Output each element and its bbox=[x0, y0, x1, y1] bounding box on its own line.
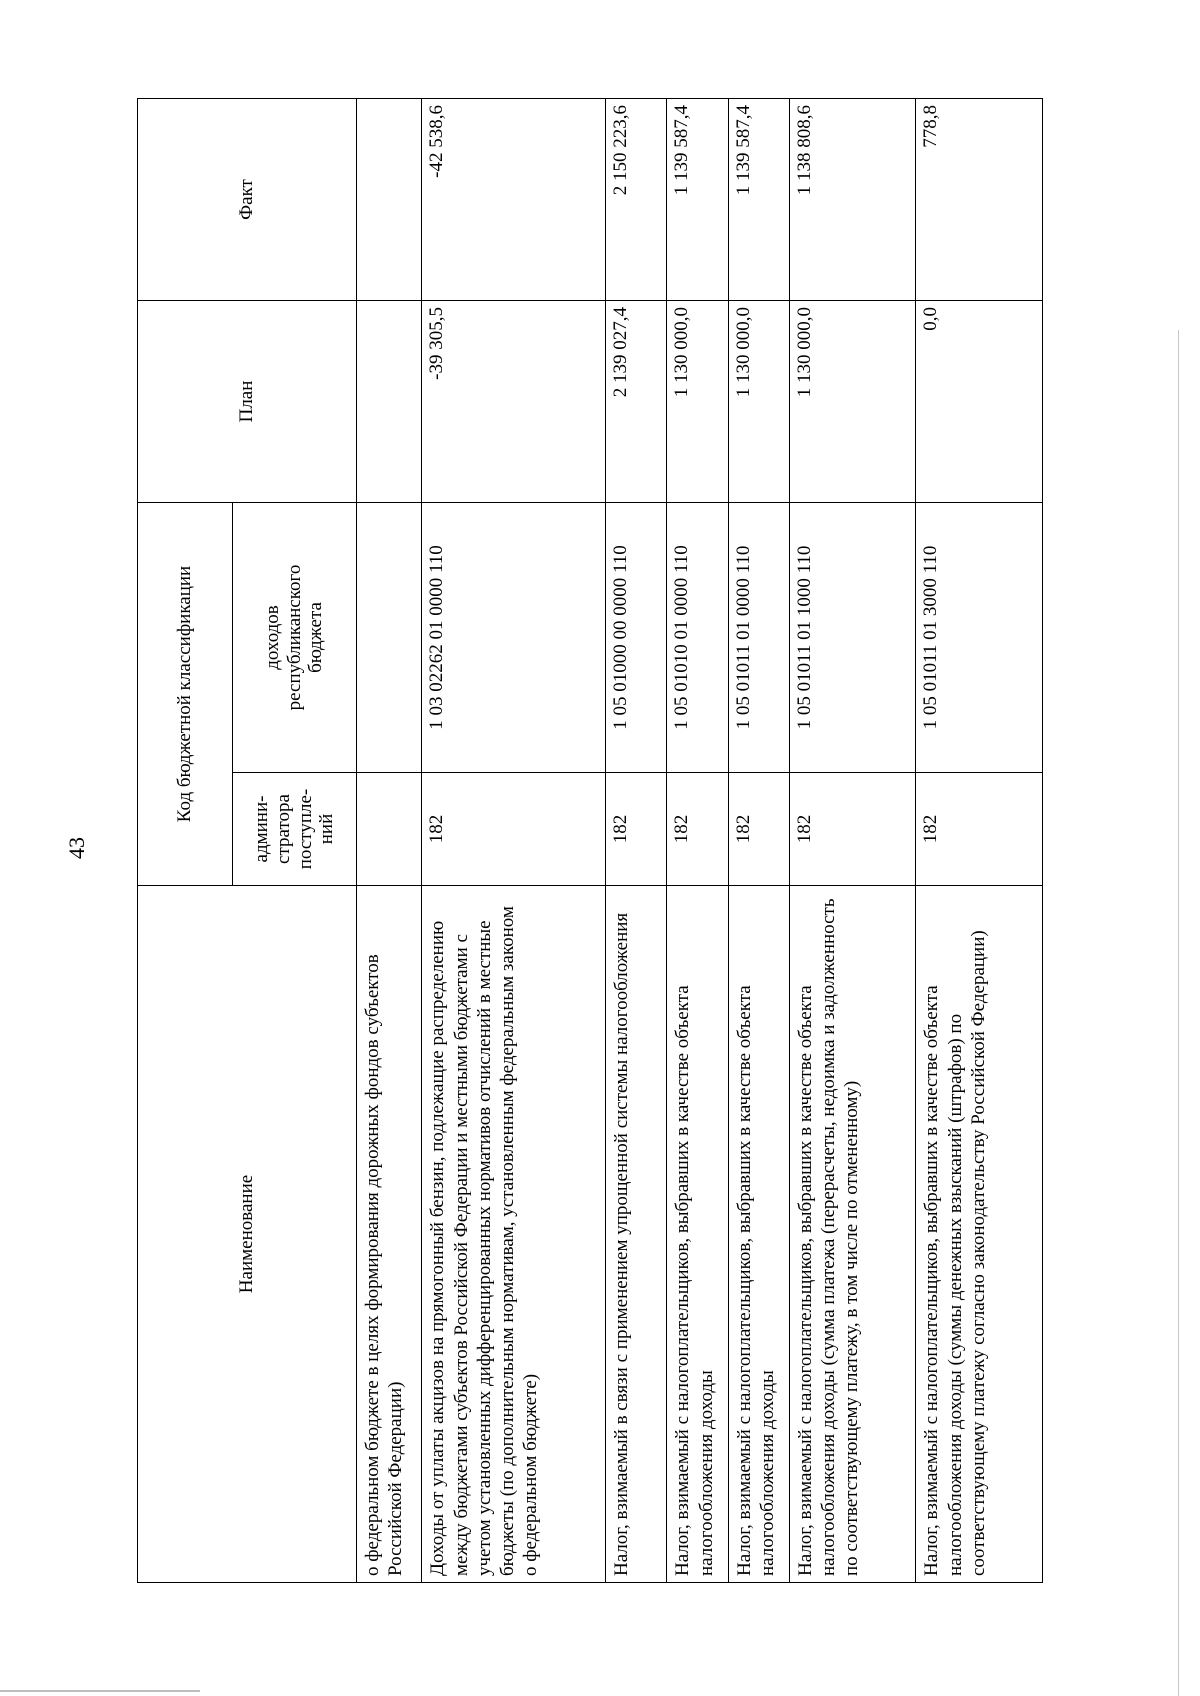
row-fact: 1 138 808,6 bbox=[789, 99, 916, 301]
header-code-group: Код бюджетной классификации bbox=[138, 503, 233, 886]
header-fact: Факт bbox=[138, 99, 357, 301]
table-row bbox=[667, 99, 728, 1583]
row-revenue-code: 1 05 01000 00 0000 110 bbox=[606, 503, 667, 773]
row-plan: 1 130 000,0 bbox=[728, 301, 789, 503]
table-row bbox=[728, 99, 789, 1583]
table-row bbox=[916, 99, 1043, 1583]
row-plan bbox=[357, 301, 422, 503]
table-row bbox=[789, 99, 916, 1583]
row-revenue-code: 1 03 02262 01 0000 110 bbox=[422, 503, 606, 773]
row-revenue-code: 1 05 01011 01 0000 110 bbox=[728, 503, 789, 773]
row-admin-code: 182 bbox=[789, 773, 916, 886]
header-plan: План bbox=[138, 301, 357, 503]
row-fact: -42 538,6 bbox=[422, 99, 606, 301]
row-plan: 2 139 027,4 bbox=[606, 301, 667, 503]
table-row bbox=[422, 99, 606, 1583]
scan-edge-line bbox=[1178, 330, 1179, 1696]
row-name: Налог, взимаемый с налогоплательщиков, выбравших в качестве объекта налогообложения доходы (суммы денежных взысканий (штрафов) по соответствующему платежу согласно законодательству Российской Федерации) bbox=[916, 886, 1043, 1583]
row-plan: -39 305,5 bbox=[422, 301, 606, 503]
row-name: Налог, взимаемый с налогоплательщиков, выбравших в качестве объекта налогообложения доходы bbox=[667, 886, 728, 1583]
row-plan: 0,0 bbox=[916, 301, 1043, 503]
row-admin-code bbox=[357, 773, 422, 886]
row-fact: 778,8 bbox=[916, 99, 1043, 301]
row-name: Налог, взимаемый с налогоплательщиков, выбравших в качестве объекта налогообложения доходы (сумма платежа (перерасчеты, недоимка и задолженность по соответствующему платежу, в том числе по отмененному) bbox=[789, 886, 916, 1583]
scan-bottom-line bbox=[0, 1690, 200, 1692]
row-fact: 2 150 223,6 bbox=[606, 99, 667, 301]
header-name: Наименование bbox=[138, 886, 357, 1583]
row-plan: 1 130 000,0 bbox=[667, 301, 728, 503]
rotated-table-wrapper bbox=[137, 99, 1043, 1583]
row-fact: 1 139 587,4 bbox=[667, 99, 728, 301]
row-revenue-code bbox=[357, 503, 422, 773]
row-admin-code: 182 bbox=[667, 773, 728, 886]
row-revenue-code: 1 05 01011 01 1000 110 bbox=[789, 503, 916, 773]
row-fact bbox=[357, 99, 422, 301]
row-name: Налог, взимаемый с налогоплательщиков, выбравших в качестве объекта налогообложения доходы bbox=[728, 886, 789, 1583]
table-body bbox=[357, 99, 1043, 1583]
header-revenue-code: доходов республиканского бюджета bbox=[233, 503, 357, 773]
budget-revenue-table bbox=[137, 98, 1043, 1583]
row-admin-code: 182 bbox=[728, 773, 789, 886]
row-revenue-code: 1 05 01010 01 0000 110 bbox=[667, 503, 728, 773]
row-admin-code: 182 bbox=[422, 773, 606, 886]
row-name: Доходы от уплаты акцизов на прямогонный бензин, подлежащие распределению между бюджетами субъектов Российской Федерации и местными бюджетами с учетом установленных дифференцированных нормативов отчислений в местные бюджеты (по дополнительным нормативам, установленным федеральным законом о федеральном бюджете) bbox=[422, 886, 606, 1583]
row-admin-code: 182 bbox=[606, 773, 667, 886]
table-row bbox=[606, 99, 667, 1583]
row-fact: 1 139 587,4 bbox=[728, 99, 789, 301]
row-revenue-code: 1 05 01011 01 3000 110 bbox=[916, 503, 1043, 773]
table-row bbox=[357, 99, 422, 1583]
row-plan: 1 130 000,0 bbox=[789, 301, 916, 503]
row-admin-code: 182 bbox=[916, 773, 1043, 886]
row-name: Налог, взимаемый в связи с применением упрощенной системы налогообложения bbox=[606, 886, 667, 1583]
header-admin: админи-стратора поступле-ний bbox=[233, 773, 357, 886]
row-name: о федеральном бюджете в целях формирования дорожных фондов субъектов Российской Федерации) bbox=[357, 886, 422, 1583]
page-number: 43 bbox=[64, 837, 89, 859]
